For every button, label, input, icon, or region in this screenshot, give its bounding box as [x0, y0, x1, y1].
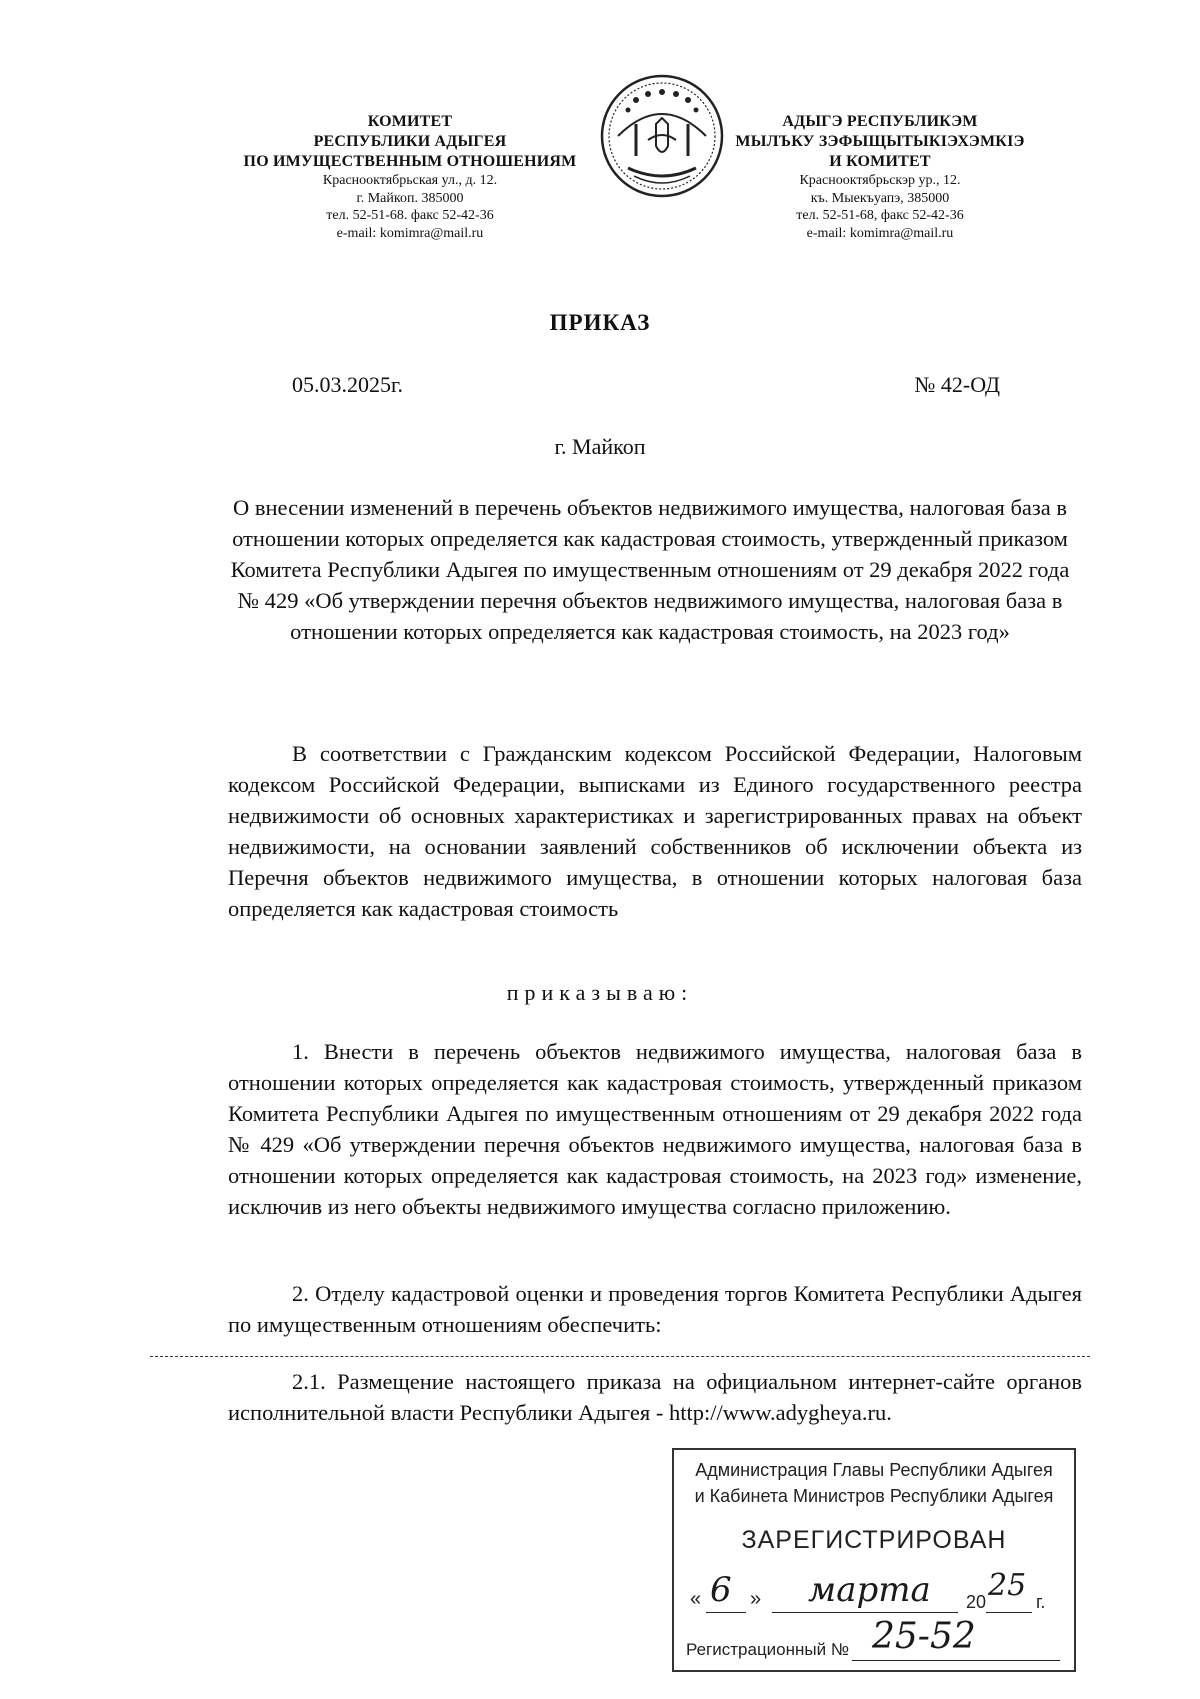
stamp-year-letter: г. — [1036, 1592, 1046, 1612]
stamp-authority-line1: Администрация Главы Республики Адыгея — [695, 1460, 1053, 1480]
org-name-line1: КОМИТЕТ — [367, 113, 453, 130]
header-right — [700, 112, 1060, 242]
org-address-adyghe: Краснооктябрьскэр ур., 12. — [799, 173, 961, 188]
stamp-registered-label: ЗАРЕГИСТРИРОВАН — [741, 1526, 1007, 1554]
stamp-day-underline — [706, 1612, 746, 1613]
org-address: Краснооктябрьская ул., д. 12. — [322, 173, 498, 188]
org-email: e-mail: komimra@mail.ru — [336, 225, 484, 241]
stamp-day: 6 — [710, 1570, 732, 1610]
intro-paragraph: В соответствии с Гражданским кодексом Российской Федерации, Налоговым кодексом Российской Федерации, выписками из Единого государственного реестра недвижимости об основных характеристиках и зарегистрированных правах на объект недвижимости, на основании заявлений собственников об исключении объекта из Перечня объектов недвижимого имущества, в отношении которых налоговая база определяется как кадастровая стоимость — [228, 741, 1082, 921]
org-name-adyghe-line1: АДЫГЭ РЕСПУБЛИКЭМ — [782, 113, 978, 130]
org-city-adyghe: къ. Мыекъуапэ, 385000 — [810, 190, 950, 206]
item-2-1-paragraph: 2.1. Размещение настоящего приказа на официальном интернет-сайте органов исполнительной власти Республики Адыгея - http://www.adygheya.ru. — [228, 1369, 1082, 1425]
document-city: г. Майкоп — [554, 434, 646, 459]
stamp-date — [688, 1568, 1064, 1618]
org-name-line3: ПО ИМУЩЕСТВЕННЫМ ОТНОШЕНИЯМ — [243, 153, 577, 170]
document-subject: О внесении изменений в перечень объектов недвижимого имущества, налоговая база в отношении которых определяется как кадастровая стоимость, утвержденный приказом Комитета Республики Адыгея по имущественным отношениям от 29 декабря 2022 года № 429 «Об утверждении перечня объектов недвижимого имущества, налоговая база в отношении которых определяется как кадастровая стоимость, на 2023 год» — [230, 495, 1070, 644]
page-separator — [150, 1356, 1090, 1357]
stamp-year-prefix: 20 — [966, 1592, 987, 1612]
item-1-paragraph: 1. Внести в перечень объектов недвижимого имущества, налоговая база в отношении которых определяется как кадастровая стоимость, утвержденный приказом Комитета Республики Адыгея по имущественным отношениям от 29 декабря 2022 года № 429 «Об утверждении перечня объектов недвижимого имущества, налоговая база в отношении которых определяется как кадастровая стоимость, на 2023 год» изменение, исключив из него объекты недвижимого имущества согласно приложению. — [228, 1039, 1082, 1219]
org-phone-adyghe: тел. 52-51-68, факс 52-42-36 — [796, 208, 964, 223]
document-date: 05.03.2025г. — [292, 372, 404, 397]
header-left — [210, 112, 610, 242]
stamp-year-underline — [986, 1612, 1032, 1613]
stamp-reg-number-label: Регистрационный № — [686, 1640, 850, 1659]
stamp-month: марта — [808, 1570, 931, 1610]
org-name-line2: РЕСПУБЛИКИ АДЫГЕЯ — [313, 133, 507, 150]
org-phone: тел. 52-51-68. факс 52-42-36 — [326, 208, 494, 223]
document-type: ПРИКАЗ — [549, 310, 651, 335]
org-name-adyghe-line2: МЫЛЪКУ ЗЭФЫЩЫТЫКIЭХЭМКIЭ — [735, 133, 1025, 150]
stamp-month-underline — [772, 1612, 958, 1613]
stamp-quote-open: « — [690, 1588, 702, 1610]
registration-stamp — [672, 1448, 1076, 1672]
stamp-authority-line2: и Кабинета Министров Республики Адыгея — [694, 1486, 1054, 1506]
org-city: г. Майкоп. 385000 — [356, 190, 464, 206]
stamp-year-suffix: 25 — [988, 1568, 1027, 1603]
stamp-quote-close: » — [750, 1588, 762, 1610]
org-email-adyghe: e-mail: komimra@mail.ru — [806, 225, 954, 241]
org-name-adyghe-line3: И КОМИТЕТ — [829, 153, 931, 170]
stamp-reg-number: 25-52 — [872, 1616, 976, 1657]
stamp-reg-number-underline — [852, 1660, 1060, 1661]
document-number: № 42-ОД — [914, 372, 1000, 397]
orders-heading: приказываю: — [506, 980, 694, 1005]
item-2-paragraph: 2. Отделу кадастровой оценки и проведения торгов Комитета Республики Адыгея по имущественным отношениям обеспечить: — [228, 1281, 1082, 1337]
